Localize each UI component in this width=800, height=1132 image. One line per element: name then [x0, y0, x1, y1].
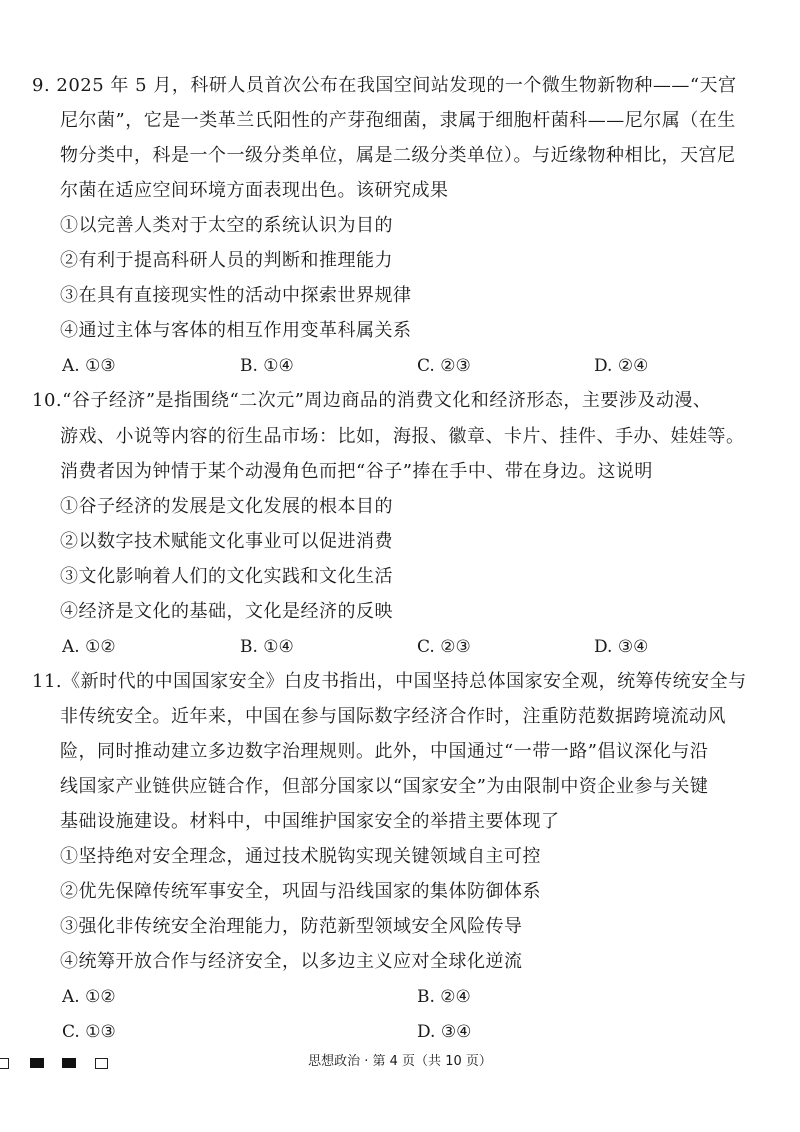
question-11-statement-4: ④统筹开放合作与经济安全，以多边主义应对全球化逆流: [60, 951, 523, 972]
question-10-statement-4: ④经济是文化的基础，文化是经济的反映: [60, 601, 393, 622]
page-footer: 思想政治 · 第 4 页（共 10 页）: [308, 1054, 492, 1069]
question-9-answer-d: D. ②④: [594, 356, 649, 376]
question-11-stem-line: 非传统安全。近年来，中国在参与国际数字经济合作时，注重防范数据跨境流动风: [60, 706, 726, 727]
question-10-statement-3: ③文化影响着人们的文化实践和文化生活: [60, 566, 393, 587]
question-9-stem-line: 尔菌在适应空间环境方面表现出色。该研究成果: [60, 180, 449, 201]
question-11-stem-line: 基础设施建设。材料中，中国维护国家安全的举措主要体现了: [60, 811, 560, 832]
question-10-stem-line: 游戏、小说等内容的衍生品市场：比如，海报、徽章、卡片、挂件、手办、娃娃等。: [60, 426, 745, 447]
question-9-statement-1: ①以完善人类对于太空的系统认识为目的: [60, 215, 393, 236]
question-9-answer-b: B. ①④: [240, 356, 294, 376]
question-11-stem-line: 险，同时推动建立多边数字治理规则。此外，中国通过“一带一路”倡议深化与沿: [60, 741, 709, 762]
question-9-answer-c: C. ②③: [417, 356, 471, 376]
question-10-statement-2: ②以数字技术赋能文化事业可以促进消费: [60, 531, 393, 552]
question-10-answer-a: A. ①②: [62, 637, 116, 657]
question-9-stem-line: 尼尔菌”，它是一类革兰氏阳性的产芽孢细菌，隶属于细胞杆菌科——尼尔属（在生: [60, 110, 736, 131]
question-9-answer-a: A. ①③: [62, 356, 116, 376]
question-11-answer-c: C. ①③: [62, 1022, 116, 1042]
question-10-stem-line: 10.“谷子经济”是指围绕“二次元”周边商品的消费文化和经济形态，主要涉及动漫、: [32, 390, 712, 411]
question-9-stem-line: 物分类中，科是一个一级分类单位，属是二级分类单位）。与近缘物种相比，天宫尼: [60, 145, 736, 166]
question-9-statement-2: ②有利于提高科研人员的判断和推理能力: [60, 250, 393, 271]
question-11-statement-3: ③强化非传统安全治理能力，防范新型领域安全风险传导: [60, 916, 523, 937]
question-10-answer-b: B. ①④: [240, 637, 294, 657]
question-11-stem-line: 线国家产业链供应链合作，但部分国家以“国家安全”为由限制中资企业参与关键: [60, 776, 709, 797]
question-10-stem-line: 消费者因为钟情于某个动漫角色而把“谷子”捧在手中、带在身边。这说明: [60, 461, 653, 482]
question-11-stem-line: 11.《新时代的中国国家安全》白皮书指出，中国坚持总体国家安全观，统筹传统安全与: [32, 671, 747, 692]
question-10-answer-d: D. ③④: [594, 637, 649, 657]
question-11-answer-d: D. ③④: [417, 1022, 472, 1042]
question-11-statement-1: ①坚持绝对安全理念，通过技术脱钩实现关键领域自主可控: [60, 846, 541, 867]
question-10-answer-c: C. ②③: [417, 637, 471, 657]
question-11-answer-a: A. ①②: [62, 987, 116, 1007]
question-10-statement-1: ①谷子经济的发展是文化发展的根本目的: [60, 496, 393, 517]
question-9-statement-3: ③在具有直接现实性的活动中探索世界规律: [60, 285, 412, 306]
question-11-answer-b: B. ②④: [417, 987, 471, 1007]
question-11-statement-2: ②优先保障传统军事安全，巩固与沿线国家的集体防御体系: [60, 881, 541, 902]
question-9-stem-line: 9. 2025 年 5 月，科研人员首次公布在我国空间站发现的一个微生物新物种——“天宫: [32, 75, 737, 96]
question-9-statement-4: ④通过主体与客体的相互作用变革科属关系: [60, 320, 412, 341]
